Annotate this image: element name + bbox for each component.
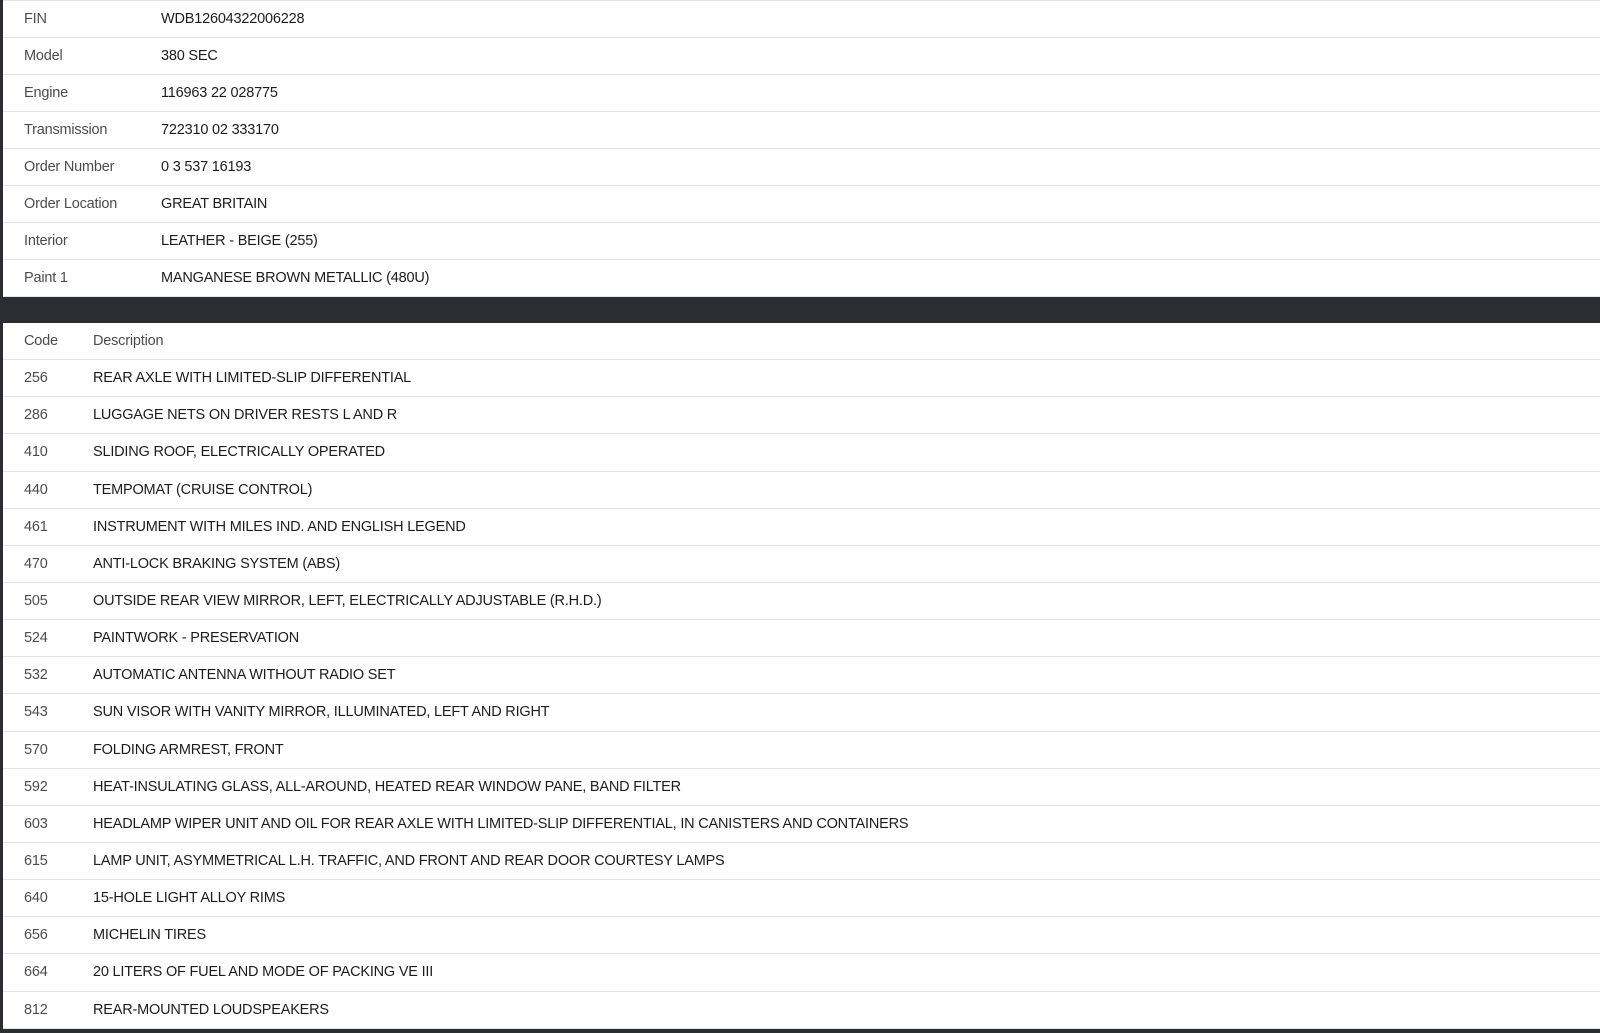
info-field-value: LEATHER - BEIGE (255): [161, 233, 318, 249]
equipment-description: PAINTWORK - PRESERVATION: [93, 630, 300, 647]
equipment-description: SUN VISOR WITH VANITY MIRROR, ILLUMINATED, LEFT AND RIGHT: [93, 704, 550, 721]
equipment-description: 15-HOLE LIGHT ALLOY RIMS: [93, 890, 286, 907]
info-field-value: MANGANESE BROWN METALLIC (480U): [161, 270, 430, 286]
info-row: [3, 75, 1600, 112]
equipment-code: 410: [24, 444, 48, 461]
equipment-description: REAR AXLE WITH LIMITED-SLIP DIFFERENTIAL: [93, 370, 412, 387]
vehicle-info-table: [3, 0, 1600, 297]
equipment-code: 570: [24, 741, 48, 758]
equipment-table-row: [3, 880, 1600, 917]
equipment-table-row: [3, 583, 1600, 620]
equipment-description: LUGGAGE NETS ON DRIVER RESTS L AND R: [93, 407, 398, 424]
info-row: [3, 149, 1600, 186]
info-row: [3, 112, 1600, 149]
equipment-table-rows: [3, 360, 1600, 1029]
equipment-table-row: [3, 806, 1600, 843]
equipment-description: ANTI-LOCK BRAKING SYSTEM (ABS): [93, 555, 340, 572]
info-field-label: Engine: [24, 85, 68, 101]
equipment-table-row: [3, 732, 1600, 769]
info-field-value: 116963 22 028775: [161, 85, 278, 101]
equipment-description: OUTSIDE REAR VIEW MIRROR, LEFT, ELECTRICALLY ADJUSTABLE (R.H.D.): [93, 593, 602, 610]
equipment-description: FOLDING ARMREST, FRONT: [93, 741, 284, 758]
info-row: [3, 260, 1600, 297]
equipment-table-row: [3, 546, 1600, 583]
equipment-code: 440: [24, 481, 48, 498]
equipment-code: 615: [24, 853, 48, 870]
equipment-code: 664: [24, 964, 48, 981]
equipment-table-row: [3, 694, 1600, 731]
info-field-value: GREAT BRITAIN: [161, 196, 268, 212]
equipment-code: 656: [24, 927, 48, 944]
equipment-table-row: [3, 657, 1600, 694]
info-field-label: Order Number: [24, 159, 115, 175]
equipment-code: 470: [24, 555, 48, 572]
equipment-code: 532: [24, 667, 48, 684]
info-field-label: Interior: [24, 233, 68, 249]
equipment-code: 592: [24, 778, 48, 795]
info-field-value: WDB12604322006228: [161, 11, 305, 27]
equipment-description: HEAT-INSULATING GLASS, ALL-AROUND, HEATED REAR WINDOW PANE, BAND FILTER: [93, 778, 681, 795]
equipment-table-row: [3, 434, 1600, 471]
info-row: [3, 186, 1600, 223]
equipment-table-row: [3, 769, 1600, 806]
equipment-table-header-row: [3, 323, 1600, 360]
info-row: [3, 1, 1600, 38]
equipment-description: MICHELIN TIRES: [93, 927, 206, 944]
equipment-description: REAR-MOUNTED LOUDSPEAKERS: [93, 1001, 329, 1018]
equipment-code: 812: [24, 1001, 48, 1018]
description-column-header: Description: [93, 333, 164, 350]
info-field-label: Order Location: [24, 196, 118, 212]
equipment-table-row: [3, 843, 1600, 880]
info-row: [3, 38, 1600, 75]
equipment-code: 256: [24, 370, 48, 387]
equipment-description: AUTOMATIC ANTENNA WITHOUT RADIO SET: [93, 667, 396, 684]
equipment-table-row: [3, 360, 1600, 397]
equipment-table-row: [3, 397, 1600, 434]
equipment-description: 20 LITERS OF FUEL AND MODE OF PACKING VE III: [93, 964, 434, 981]
equipment-description: SLIDING ROOF, ELECTRICALLY OPERATED: [93, 444, 385, 461]
info-field-label: Transmission: [24, 122, 108, 138]
info-field-value: 722310 02 333170: [161, 122, 279, 138]
equipment-table-row: [3, 954, 1600, 991]
equipment-code: 524: [24, 630, 48, 647]
equipment-code: 603: [24, 815, 48, 832]
equipment-description: HEADLAMP WIPER UNIT AND OIL FOR REAR AXLE WITH LIMITED-SLIP DIFFERENTIAL, IN CANISTERS AND CONTAINERS: [93, 815, 909, 832]
info-field-label: Paint 1: [24, 270, 68, 286]
equipment-code: 461: [24, 518, 48, 535]
code-column-header: Code: [24, 333, 58, 350]
equipment-code: 640: [24, 890, 48, 907]
info-field-label: FIN: [24, 11, 47, 27]
equipment-description: LAMP UNIT, ASYMMETRICAL L.H. TRAFFIC, AND FRONT AND REAR DOOR COURTESY LAMPS: [93, 853, 725, 870]
equipment-table-row: [3, 620, 1600, 657]
equipment-description: INSTRUMENT WITH MILES IND. AND ENGLISH LEGEND: [93, 518, 466, 535]
equipment-code: 543: [24, 704, 48, 721]
equipment-table-row: [3, 992, 1600, 1029]
equipment-table-row: [3, 917, 1600, 954]
equipment-table-row: [3, 509, 1600, 546]
info-field-value: 0 3 537 16193: [161, 159, 252, 175]
equipment-description: TEMPOMAT (CRUISE CONTROL): [93, 481, 313, 498]
info-row: [3, 223, 1600, 260]
equipment-code: 505: [24, 593, 48, 610]
section-divider-bar: [3, 297, 1600, 323]
info-field-label: Model: [24, 48, 63, 64]
equipment-code-table: [3, 323, 1600, 1029]
vehicle-info-rows: [3, 1, 1600, 297]
info-field-value: 380 SEC: [161, 48, 218, 64]
equipment-code: 286: [24, 407, 48, 424]
equipment-table-row: [3, 472, 1600, 509]
